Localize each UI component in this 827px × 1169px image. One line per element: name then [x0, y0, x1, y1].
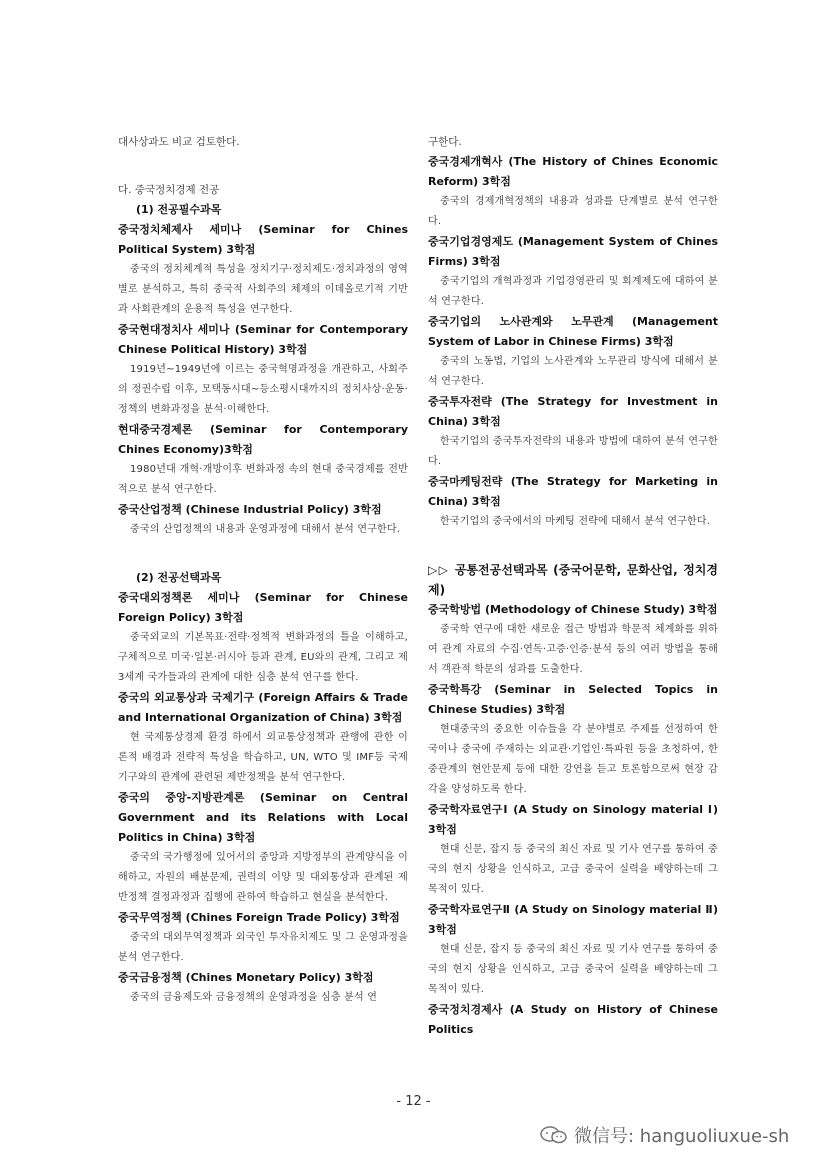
course-description: 중국의 정치체계적 특성을 정치기구·정치제도·정치과정의 영역별로 분석하고, 특히 중국적 사회주의 체제의 이데올로기적 기반과 사회관계의 운용적 특성을 연구한다.	[118, 264, 408, 315]
course-title: 중국무역정책 (Chines Foreign Trade Policy) 3학점	[118, 911, 400, 924]
course-entry	[428, 680, 718, 800]
wechat-watermark	[540, 1122, 789, 1148]
course-description: 현대 신문, 잡지 등 중국의 최신 자료 및 기사 연구를 통하여 중국의 현지 상황을 인식하고, 고급 중국어 실력을 배양하는데 그 목적이 있다.	[428, 844, 718, 895]
course-entry	[428, 900, 718, 1000]
course-entry	[428, 472, 718, 532]
course-entry	[118, 968, 408, 1008]
course-title: 중국학특강 (Seminar in Selected Topics in Chinese Studies) 3학점	[428, 683, 718, 716]
course-title: 중국의 중앙-지방관계론 (Seminar on Central Government and its Relations with Local Politics in China) 3학점	[118, 791, 408, 844]
course-entry	[118, 908, 408, 968]
course-description: 중국의 경제개혁정책의 내용과 성과를 단계별로 분석 연구한다.	[428, 196, 718, 227]
right-intro: 구한다.	[428, 136, 462, 148]
course-entry	[428, 600, 718, 680]
course-title: 중국학자료연구Ⅰ (A Study on Sinology material Ⅰ) 3학점	[428, 803, 718, 836]
left-intro: 대사상과도 비교 검토한다.	[118, 136, 240, 148]
course-description: 한국기업의 중국에서의 마케팅 전략에 대해서 분석 연구한다.	[440, 516, 711, 527]
right-column	[428, 132, 718, 1040]
course-title: 중국금융정책 (Chines Monetary Policy) 3학점	[118, 971, 374, 984]
course-entry	[428, 392, 718, 472]
course-description: 중국외교의 기본목표·전략·정책적 변화과정의 틀을 이해하고, 구체적으로 미국·일본·러시아 등과 관계, EU와의 관계, 그리고 제3세계 국가들과의 관계에 대한 심층 분석 연구를 한다.	[118, 632, 408, 683]
course-description: 현 국제통상경제 환경 하에서 외교통상정책과 관행에 관한 이론적 배경과 전략적 특성을 학습하고, UN, WTO 및 IMF등 국제기구와의 관계에 관련된 제반정책을 분석 연구한다.	[118, 732, 408, 783]
course-description: 중국의 산업정책의 내용과 운영과정에 대해서 분석 연구한다.	[130, 524, 401, 535]
course-description: 중국의 국가행정에 있어서의 중앙과 지방정부의 관계양식을 이해하고, 자원의 배분문제, 권력의 이양 및 대외통상과 관계된 제반정책 결정과정과 집행에 관하여 학습하고 현실을 분석한다.	[118, 852, 408, 903]
course-title: 중국대외정책론 세미나 (Seminar for Chinese Foreign Policy) 3학점	[118, 591, 408, 624]
course-description: 중국학 연구에 대한 새로운 접근 방법과 학문적 체계화를 위하여 관계 자료의 수집·연독·고증·인증·분석 등의 여러 방법을 통해서 객관적 학문의 성과를 도출한다.	[428, 624, 718, 675]
course-title: 현대중국경제론 (Seminar for Contemporary Chines Economy)3학점	[118, 423, 408, 456]
course-title: 중국학자료연구Ⅱ (A Study on Sinology material Ⅱ) 3학점	[428, 903, 718, 936]
course-description: 현대중국의 중요한 이슈들을 각 분야별로 주제를 선정하여 한국이나 중국에 주재하는 외교관·기업인·특파원 등을 초청하여, 한중관계의 현안문제 등에 대한 강연을 듣고 토론함으로써 현장 감각을 양성하도록 한다.	[428, 724, 718, 795]
course-description: 1980년대 개혁·개방이후 변화과정 속의 현대 중국경제를 전반적으로 분석 연구한다.	[118, 464, 408, 495]
course-description: 중국의 대외무역정책과 외국인 투자유치제도 및 그 운영과정을 분석 연구한다.	[118, 932, 408, 963]
course-entry	[118, 420, 408, 500]
elective-subheading: (2) 전공선택과목	[136, 571, 222, 584]
course-entry	[428, 232, 718, 312]
course-entry	[118, 688, 408, 788]
course-title: 중국의 외교통상과 국제기구 (Foreign Affairs & Trade and International Organization of China) 3학점	[118, 691, 408, 724]
course-title: 중국산업정책 (Chinese Industrial Policy) 3학점	[118, 503, 382, 516]
course-entry	[428, 800, 718, 900]
course-entry	[428, 312, 718, 392]
course-description: 중국의 노동법, 기업의 노사관계와 노무관리 방식에 대해서 분석 연구한다.	[428, 356, 718, 387]
course-description: 중국기업의 개혁과정과 기업경영관리 및 회계제도에 대하여 분석 연구한다.	[428, 276, 718, 307]
page-number: - 12 -	[396, 1094, 431, 1109]
course-title: 중국마케팅전략 (The Strategy for Marketing in China) 3학점	[428, 475, 718, 508]
course-entry	[118, 588, 408, 688]
course-title: 중국정치체제사 세미나 (Seminar for Chines Political System) 3학점	[118, 223, 408, 256]
common-elective-heading: ▷▷ 공통전공선택과목 (중국어문학, 문화산업, 정치경제)	[428, 563, 718, 597]
course-description: 현대 신문, 잡지 등 중국의 최신 자료 및 기사 연구를 통하여 중국의 현지 상황을 인식하고, 고급 중국어 실력을 배양하는데 그 목적이 있다.	[428, 944, 718, 995]
watermark-text: 微信号: hanguoliuxue-sh	[574, 1126, 790, 1147]
course-title: 중국현대정치사 세미나 (Seminar for Contemporary Chinese Political History) 3학점	[118, 323, 408, 356]
course-entry	[118, 500, 408, 540]
course-entry	[118, 220, 408, 320]
left-column	[118, 132, 408, 1008]
course-description: 1919년~1949년에 이르는 중국혁명과정을 개관하고, 사회주의 정권수립 이후, 모택동시대~등소평시대까지의 정치사상·운동·정책의 변화과정을 분석·이해한다.	[118, 364, 408, 415]
course-title: 중국기업의 노사관계와 노무관계 (Management System of Labor in Chinese Firms) 3학점	[428, 315, 718, 348]
required-subheading: (1) 전공필수과목	[136, 203, 222, 216]
course-entry	[118, 320, 408, 420]
course-description: 중국의 금융제도와 금융정책의 운영과정을 심층 분석 연	[130, 992, 378, 1003]
course-title: 중국정치경제사 (A Study on History of Chinese Politics	[428, 1003, 718, 1036]
course-entry	[118, 788, 408, 908]
course-entry	[428, 1000, 718, 1040]
course-title: 중국투자전략 (The Strategy for Investment in China) 3학점	[428, 395, 718, 428]
wechat-icon	[540, 1125, 568, 1145]
course-title: 중국학방법 (Methodology of Chinese Study) 3학점	[428, 603, 718, 616]
course-entry	[428, 152, 718, 232]
section-title: 다. 중국정치경제 전공	[118, 184, 220, 196]
course-title: 중국기업경영제도 (Management System of Chines Firms) 3학점	[428, 235, 718, 268]
course-title: 중국경제개혁사 (The History of Chines Economic Reform) 3학점	[428, 155, 718, 188]
course-description: 한국기업의 중국투자전략의 내용과 방법에 대하여 분석 연구한다.	[428, 436, 718, 467]
